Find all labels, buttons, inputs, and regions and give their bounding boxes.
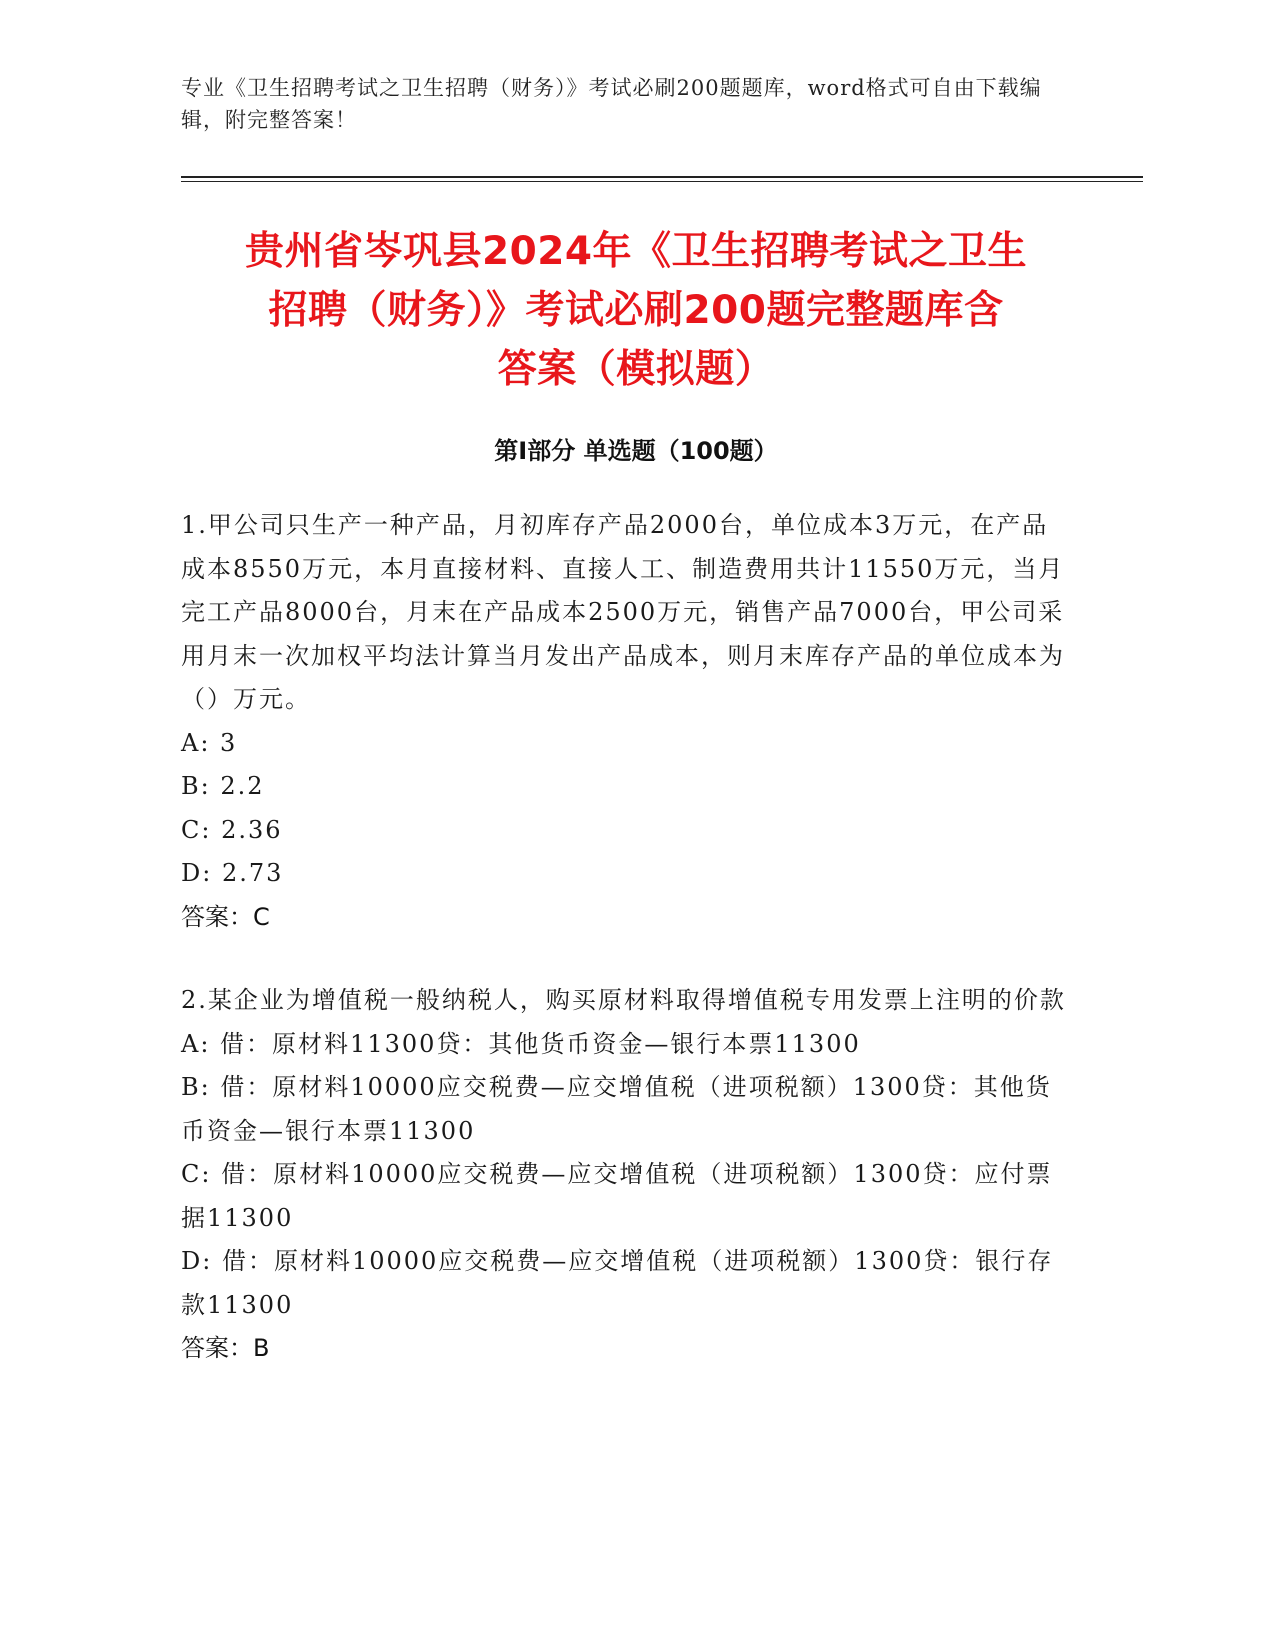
option-c: C: 借：原材料10000应交税费—应交增值税（进项税额）1300贷：应付票据11300: [181, 1160, 1053, 1232]
option-d: D: 2.73: [181, 859, 284, 887]
question-2: [181, 979, 1071, 1371]
header-divider-thick: [181, 176, 1143, 178]
title-line-1: 贵州省岑巩县2024年《卫生招聘考试之卫生: [244, 229, 1028, 274]
option-b: B: 2.2: [181, 772, 265, 800]
title-line-3: 答案（模拟题）: [497, 347, 775, 392]
option-a: A: 3: [181, 728, 238, 757]
question-stem: 2.某企业为增值税一般纳税人，购买原材料取得增值税专用发票上注明的价款: [181, 986, 1066, 1014]
question-list: [181, 504, 1071, 1411]
header-divider-thin: [181, 181, 1143, 182]
question-1: [181, 504, 1071, 939]
option-b: B: 借：原材料10000应交税费—应交增值税（进项税额）1300贷：其他货币资金—银行本票11300: [181, 1073, 1052, 1145]
question-stem: 1.甲公司只生产一种产品，月初库存产品2000台，单位成本3万元，在产品成本8550万元，本月直接材料、直接人工、制造费用共计11550万元，当月完工产品8000台，月末在产品成本2500万元，销售产品7000台，甲公司采用月末一次加权平均法计算当月发出产品成本，则月末库存产品的单位成本为（）万元。: [181, 511, 1065, 713]
answer-line: 答案：B: [181, 1334, 270, 1362]
header-note: 专业《卫生招聘考试之卫生招聘（财务）》考试必刷200题题库，word格式可自由下载编辑，附完整答案！: [181, 76, 1042, 132]
option-a: A: 借：原材料11300贷：其他货币资金—银行本票11300: [181, 1029, 861, 1058]
document-title: [181, 222, 1091, 399]
option-d: D: 借：原材料10000应交税费—应交增值税（进项税额）1300贷：银行存款11300: [181, 1247, 1054, 1319]
section-title: 第I部分 单选题（100题）: [494, 437, 778, 465]
answer-line: 答案：C: [181, 902, 270, 931]
title-line-2: 招聘（财务）》考试必刷200题完整题库含: [268, 288, 1004, 333]
option-c: C: 2.36: [181, 815, 283, 844]
